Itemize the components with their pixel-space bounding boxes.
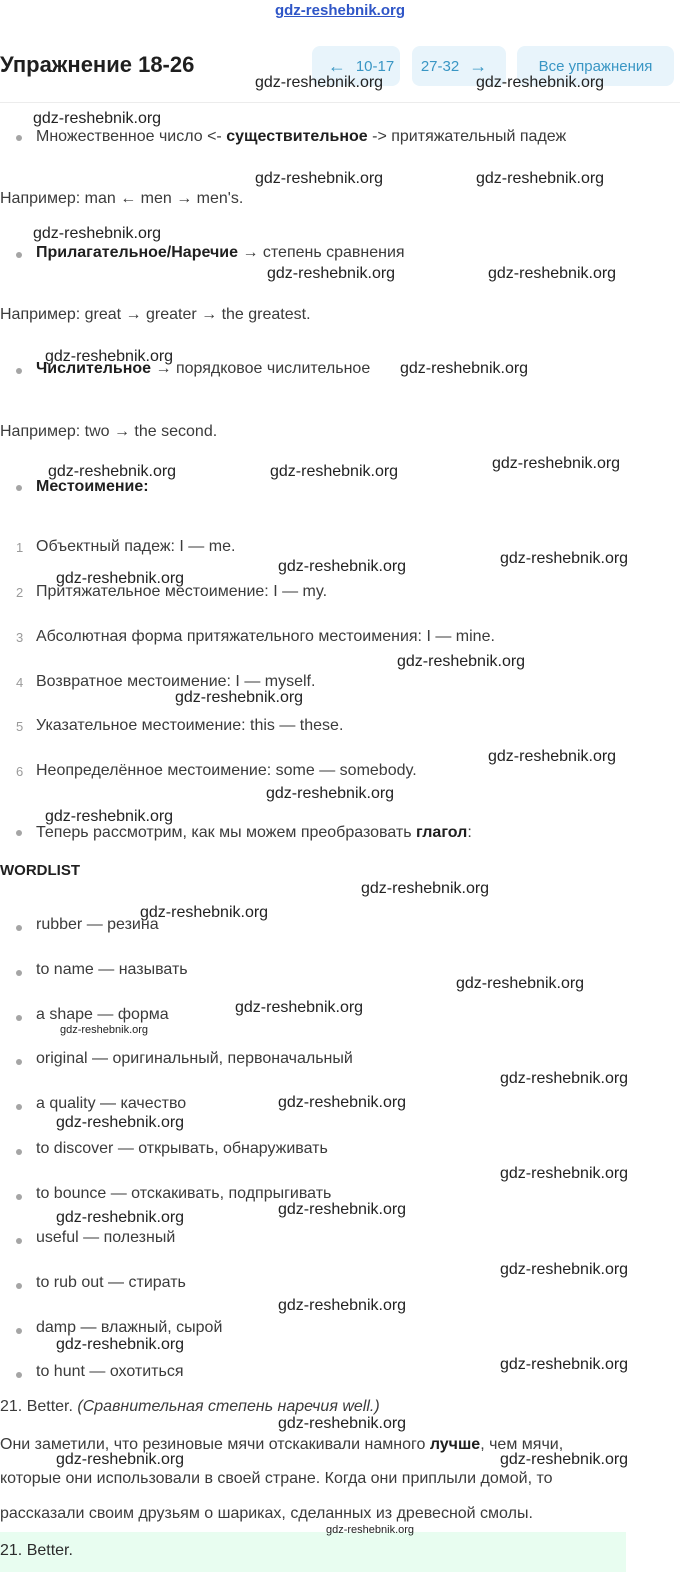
- list-item-noun: Множественное число <- существительное -> притяжательный падеж: [36, 128, 567, 145]
- watermark: gdz-reshebnik.org: [33, 225, 162, 242]
- list-bullet: [16, 925, 22, 931]
- watermark: gdz-reshebnik.org: [255, 74, 384, 91]
- watermark: gdz-reshebnik.org: [476, 74, 605, 91]
- wordlist-heading: WORDLIST: [0, 862, 80, 879]
- word-item: original — оригинальный, первоначальный: [36, 1050, 353, 1067]
- list-bullet: [16, 252, 22, 258]
- watermark: gdz-reshebnik.org: [326, 1524, 415, 1536]
- watermark: gdz-reshebnik.org: [175, 689, 304, 706]
- word-item: to bounce — отскакивать, подпрыгивать: [36, 1185, 332, 1202]
- watermark: gdz-reshebnik.org: [48, 463, 177, 480]
- watermark: gdz-reshebnik.org: [278, 1201, 407, 1218]
- watermark: gdz-reshebnik.org: [33, 110, 162, 127]
- list-item-adjective: Прилагательное/Наречие → степень сравнения: [36, 244, 405, 261]
- list-bullet: [16, 368, 22, 374]
- watermark: gdz-reshebnik.org: [56, 1209, 185, 1226]
- watermark: gdz-reshebnik.org: [456, 975, 585, 992]
- watermark: gdz-reshebnik.org: [56, 570, 185, 587]
- word-item: damp — влажный, сырой: [36, 1319, 223, 1336]
- answer-text: 21. Better.: [0, 1542, 73, 1559]
- watermark: gdz-reshebnik.org: [397, 653, 526, 670]
- watermark: gdz-reshebnik.org: [270, 463, 399, 480]
- list-bullet: [16, 1328, 22, 1334]
- watermark: gdz-reshebnik.org: [255, 170, 384, 187]
- pronoun-item: Объектный падеж: I — me.: [36, 538, 236, 555]
- prev-exercise-label: 10-17: [355, 57, 395, 75]
- list-bullet: [16, 1238, 22, 1244]
- arrow-right-icon: →: [469, 55, 488, 76]
- watermark: gdz-reshebnik.org: [500, 550, 629, 567]
- translation-line: Они заметили, что резиновые мячи отскакивали намного лучше, чем мячи,: [0, 1436, 564, 1453]
- watermark: gdz-reshebnik.org: [56, 1336, 185, 1353]
- watermark: gdz-reshebnik.org: [500, 1165, 629, 1182]
- watermark: gdz-reshebnik.org: [45, 808, 174, 825]
- pronoun-item: Возвратное местоимение: I — myself.: [36, 673, 316, 690]
- watermark: gdz-reshebnik.org: [56, 1451, 185, 1468]
- watermark: gdz-reshebnik.org: [235, 999, 364, 1016]
- word-item: rubber — резина: [36, 916, 159, 933]
- list-bullet: [16, 485, 22, 491]
- header-divider: [0, 102, 680, 103]
- word-item: to name — называть: [36, 961, 188, 978]
- word-item: useful — полезный: [36, 1229, 176, 1246]
- answer-heading: 21. Better. (Сравнительная степень наречия well.): [0, 1398, 380, 1415]
- word-item: to hunt — охотиться: [36, 1363, 184, 1380]
- ordered-number: 4: [16, 675, 24, 690]
- list-item-numeral: Числительное → порядковое числительное: [36, 360, 371, 377]
- watermark: gdz-reshebnik.org: [476, 170, 605, 187]
- next-exercise-label: 27-32: [420, 57, 460, 75]
- watermark: gdz-reshebnik.org: [492, 455, 621, 472]
- list-bullet: [16, 1372, 22, 1378]
- word-item: a shape — форма: [36, 1006, 169, 1023]
- watermark: gdz-reshebnik.org: [140, 904, 269, 921]
- watermark: gdz-reshebnik.org: [488, 265, 617, 282]
- watermark: gdz-reshebnik.org: [500, 1070, 629, 1087]
- site-watermark-link[interactable]: gdz-reshebnik.org: [274, 2, 405, 19]
- list-bullet: [16, 830, 22, 836]
- translation-line: рассказали своим друзьям о шариках, сделанных из древесной смолы.: [0, 1505, 533, 1522]
- list-item-verb: Теперь рассмотрим, как мы можем преобразовать глагол:: [36, 824, 472, 841]
- ordered-number: 6: [16, 764, 24, 779]
- watermark: gdz-reshebnik.org: [56, 1114, 185, 1131]
- list-bullet: [16, 1104, 22, 1110]
- arrow-left-icon: ←: [327, 55, 346, 76]
- all-exercises-label: Все упражнения: [538, 57, 653, 75]
- word-item: to discover — открывать, обнаруживать: [36, 1140, 328, 1157]
- list-bullet: [16, 1194, 22, 1200]
- word-item: to rub out — стирать: [36, 1274, 186, 1291]
- ordered-number: 1: [16, 540, 24, 555]
- pronoun-item: Указательное местоимение: this — these.: [36, 717, 344, 734]
- watermark: gdz-reshebnik.org: [500, 1261, 629, 1278]
- watermark: gdz-reshebnik.org: [267, 265, 396, 282]
- pronoun-item: Притяжательное местоимение: I — my.: [36, 583, 328, 600]
- watermark: gdz-reshebnik.org: [278, 1297, 407, 1314]
- list-bullet: [16, 1283, 22, 1289]
- watermark: gdz-reshebnik.org: [278, 1094, 407, 1111]
- pronoun-item: Абсолютная форма притяжательного местоимения: I — mine.: [36, 628, 495, 645]
- watermark: gdz-reshebnik.org: [361, 880, 490, 897]
- watermark: gdz-reshebnik.org: [488, 748, 617, 765]
- ordered-number: 3: [16, 630, 24, 645]
- watermark: gdz-reshebnik.org: [278, 1415, 407, 1432]
- example-adjective: Например: great → greater → the greatest.: [0, 306, 311, 323]
- watermark: gdz-reshebnik.org: [278, 558, 407, 575]
- list-bullet: [16, 1015, 22, 1021]
- ordered-number: 5: [16, 719, 24, 734]
- example-numeral: Например: two → the second.: [0, 423, 218, 440]
- watermark: gdz-reshebnik.org: [400, 360, 529, 377]
- page-title: Упражнение 18-26: [0, 52, 195, 77]
- word-item: a quality — качество: [36, 1095, 187, 1112]
- list-bullet: [16, 1149, 22, 1155]
- pronoun-item: Неопределённое местоимение: some — somebody.: [36, 762, 417, 779]
- list-bullet: [16, 1059, 22, 1065]
- list-item-pronoun: Местоимение:: [36, 478, 149, 495]
- answer-highlight-box: [0, 1532, 626, 1572]
- ordered-number: 2: [16, 585, 24, 600]
- translation-line: которые они использовали в своей стране. Когда они приплыли домой, то: [0, 1470, 553, 1487]
- list-bullet: [16, 970, 22, 976]
- watermark: gdz-reshebnik.org: [500, 1356, 629, 1373]
- list-bullet: [16, 135, 22, 141]
- watermark: gdz-reshebnik.org: [45, 348, 174, 365]
- watermark: gdz-reshebnik.org: [60, 1024, 149, 1036]
- example-noun: Например: man ← men → men's.: [0, 190, 244, 207]
- watermark: gdz-reshebnik.org: [500, 1451, 629, 1468]
- watermark: gdz-reshebnik.org: [266, 785, 395, 802]
